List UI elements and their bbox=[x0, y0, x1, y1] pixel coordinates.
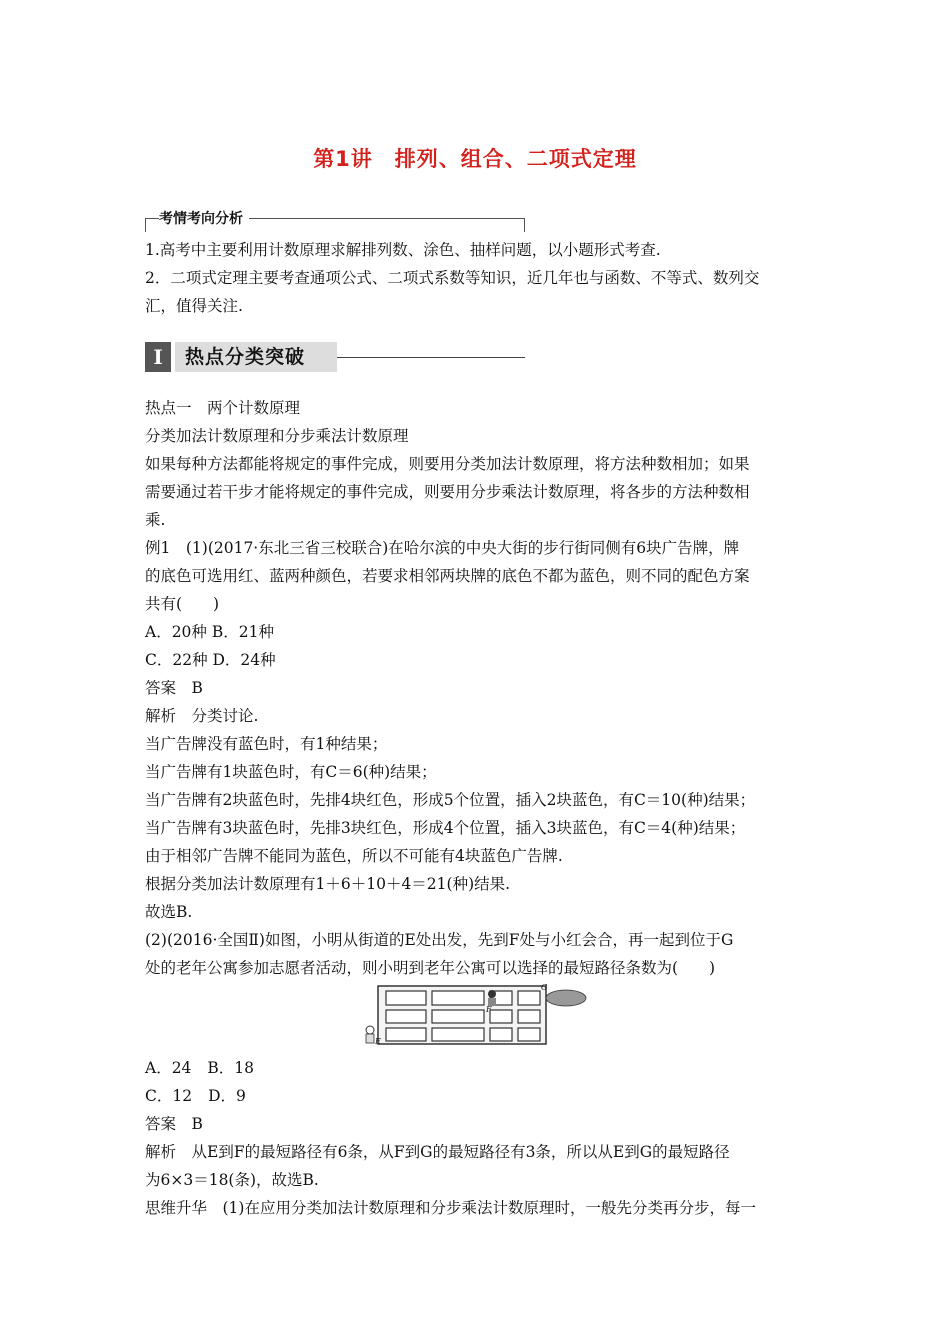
option-line bbox=[145, 1058, 815, 1078]
hotspot-title: 热点一 两个计数原理 bbox=[145, 399, 301, 417]
block bbox=[490, 1010, 512, 1023]
block bbox=[490, 1028, 512, 1041]
street-grid-figure bbox=[360, 980, 588, 1052]
block bbox=[432, 1010, 484, 1023]
option-b: B．18 bbox=[207, 1059, 255, 1077]
block bbox=[386, 1028, 426, 1041]
option-c: C．12 bbox=[145, 1087, 193, 1105]
analysis-line-1: 1.高考中主要利用计数原理求解排列数、涂色、抽样问题，以小题形式考查. bbox=[145, 241, 661, 259]
person-icon bbox=[488, 990, 496, 1006]
part-label: 热点分类突破 bbox=[175, 342, 337, 372]
analysis-line-3: 汇，值得关注. bbox=[145, 297, 243, 315]
option-line: A．20种 B．21种 bbox=[145, 623, 274, 641]
analysis-line: 当广告牌没有蓝色时，有1种结果； bbox=[145, 735, 388, 753]
paragraph-line: 需要通过若干步才能将规定的事件完成，则要用分步乘法计数原理，将各步的方法种数相 bbox=[145, 483, 750, 501]
block bbox=[432, 1028, 484, 1041]
option-a: A．24 bbox=[145, 1059, 192, 1077]
summary-line: 思维升华 (1)在应用分类加法计数原理和分步乘法计数原理时，一般先分类再分步，每一 bbox=[145, 1199, 756, 1217]
example-line: 处的老年公寓参加志愿者活动，则小明到老年公寓可以选择的最短路径条数为( ) bbox=[145, 959, 716, 977]
option-line bbox=[145, 1086, 815, 1106]
option-line: C．22种 D．24种 bbox=[145, 651, 276, 669]
example-line: (2)(2016·全国Ⅱ)如图，小明从街道的E处出发，先到F处与小红会合，再一起到位于G bbox=[145, 931, 734, 949]
block bbox=[518, 991, 540, 1005]
block bbox=[432, 991, 484, 1005]
analysis-line: 当广告牌有2块蓝色时，先排4块红色，形成5个位置，插入2块蓝色，有C＝10(种)结果； bbox=[145, 791, 756, 809]
example-line: 例1 (1)(2017·东北三省三校联合)在哈尔滨的中央大街的步行街同侧有6块广告牌，牌 bbox=[145, 539, 740, 557]
part-heading bbox=[145, 342, 525, 372]
analysis-line: 当广告牌有3块蓝色时，先排3块红色，形成4个位置，插入3块蓝色，有C＝4(种)结果； bbox=[145, 819, 746, 837]
analysis-line: 当广告牌有1块蓝色时，有C＝6(种)结果； bbox=[145, 763, 437, 781]
analysis-line: 为6×3＝18(条)，故选B. bbox=[145, 1171, 319, 1189]
analysis-line: 根据分类加法计数原理有1＋6＋10＋4＝21(种)结果. bbox=[145, 875, 511, 893]
part-number: I bbox=[145, 342, 171, 372]
answer: 答案 B bbox=[145, 1115, 203, 1133]
person-icon bbox=[366, 1026, 374, 1043]
block bbox=[386, 991, 426, 1005]
point-label-e: E bbox=[375, 1037, 381, 1046]
analysis-line: 解析 从E到F的最短路径有6条，从F到G的最短路径有3条，所以从E到G的最短路径 bbox=[145, 1143, 730, 1161]
subtitle: 分类加法计数原理和分步乘法计数原理 bbox=[145, 427, 409, 445]
divider bbox=[524, 218, 525, 232]
exam-analysis-header bbox=[145, 208, 525, 234]
analysis-line: 故选B. bbox=[145, 903, 193, 921]
option-d: D．9 bbox=[208, 1087, 246, 1105]
analysis-line: 解析 分类讨论. bbox=[145, 707, 259, 725]
building-icon bbox=[546, 990, 586, 1006]
example-line: 共有( ) bbox=[145, 595, 220, 613]
divider bbox=[337, 357, 525, 358]
page-title: 第1讲 排列、组合、二项式定理 bbox=[313, 147, 637, 171]
section-label: 考情考向分析 bbox=[159, 208, 249, 228]
example-line: 的底色可选用红、蓝两种颜色，若要求相邻两块牌的底色不都为蓝色，则不同的配色方案 bbox=[145, 567, 750, 585]
paragraph-line: 如果每种方法都能将规定的事件完成，则要用分类加法计数原理，将方法种数相加；如果 bbox=[145, 455, 750, 473]
point-label-g: G bbox=[541, 983, 548, 992]
divider bbox=[145, 218, 146, 232]
point-label-f: F bbox=[486, 1005, 492, 1014]
block bbox=[386, 1010, 426, 1023]
block bbox=[518, 1010, 540, 1023]
paragraph-line: 乘. bbox=[145, 511, 166, 529]
analysis-line-2: 2．二项式定理主要考查通项公式、二项式系数等知识，近几年也与函数、不等式、数列交 bbox=[145, 269, 760, 287]
analysis-line: 由于相邻广告牌不能同为蓝色，所以不可能有4块蓝色广告牌. bbox=[145, 847, 563, 865]
answer: 答案 B bbox=[145, 679, 203, 697]
block bbox=[518, 1028, 540, 1041]
